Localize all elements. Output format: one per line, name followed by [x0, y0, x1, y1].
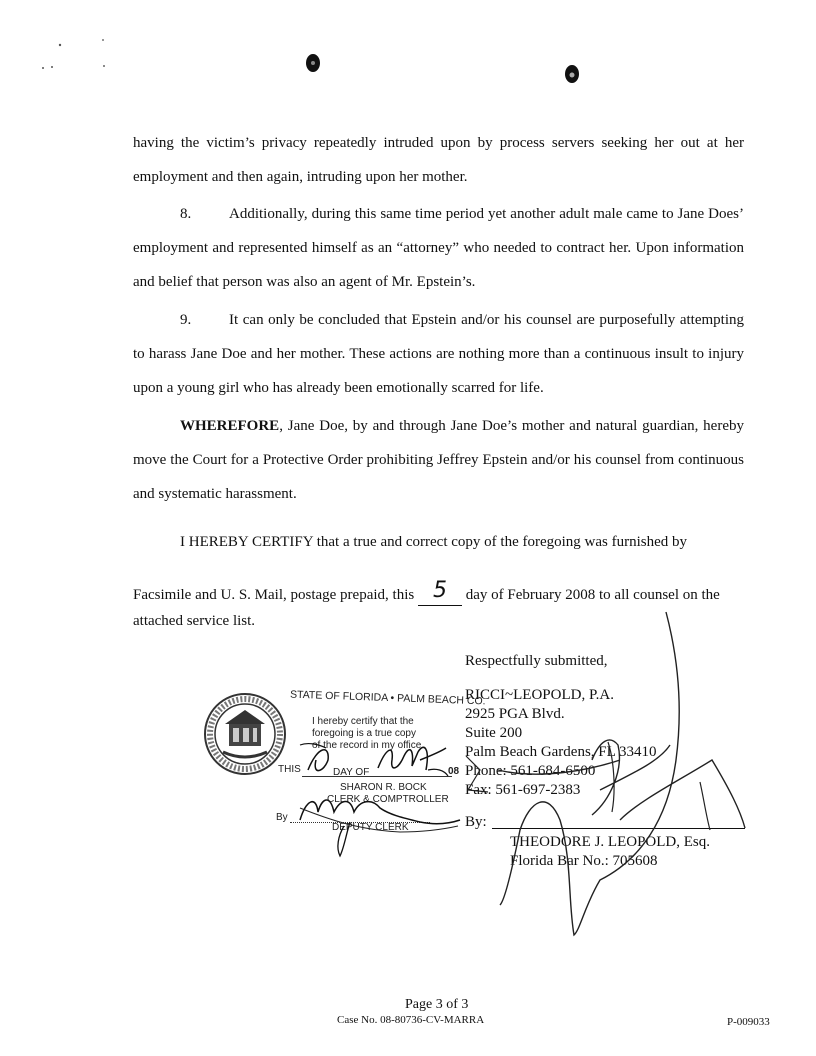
address-line: Suite 200 — [465, 725, 523, 741]
bates-number: P-009033 — [727, 1016, 770, 1028]
address-line: 2925 PGA Blvd. — [465, 706, 565, 722]
phone: Phone: 561-684-6500 — [465, 763, 596, 779]
wherefore-text: , Jane Doe, by and through Jane Doe’s mother and natural guardian, hereby move the Court for a Protective Order prohibiting Jeffrey Epstein and/or his counsel from continuous and systematic harassment. — [133, 418, 744, 502]
clerk-title: CLERK & COMPTROLLER — [327, 794, 449, 805]
stamp-day-of-label: DAY OF — [333, 767, 370, 778]
paragraph-number: 9. — [180, 312, 192, 328]
by-label: By: — [465, 814, 487, 830]
attorney-name: THEODORE J. LEOPOLD, Esq. — [510, 834, 710, 850]
handwritten-day: 5 — [432, 578, 447, 603]
certificate-line-1: I HEREBY CERTIFY that a true and correct copy of the foregoing was furnished by — [180, 534, 688, 550]
address-line: Palm Beach Gardens, FL 33410 — [465, 744, 657, 760]
clerk-name: SHARON R. BOCK — [340, 782, 427, 793]
signature-line — [492, 828, 745, 829]
paragraph-text: It can only be concluded that Epstein and/or his counsel are purposefully attempting to harass Jane Doe and her mother. These actions are nothing more than a continuous insult to injury upon a young girl who has already been emotionally scarred for life. — [133, 312, 744, 396]
hole-punch-icon — [304, 52, 324, 76]
county-seal-icon — [203, 692, 287, 776]
paragraph-number: 8. — [180, 206, 192, 222]
paragraph-continuation: having the victim’s privacy repeatedly intruded upon by process servers seeking her out at her employment and then again, intruding upon her mother. — [133, 135, 744, 185]
stamp-date-line — [302, 776, 452, 777]
paragraph-text: Additionally, during this same time period yet another adult male came to Jane Does’ employment and represented himself as an “attorney” who needed to contract her. Upon information and belief that person was also an agent of Mr. Epstein’s. — [133, 206, 744, 290]
closing: Respectfully submitted, — [465, 653, 608, 669]
certificate-line-3: attached service list. — [133, 613, 256, 629]
wherefore-heading: WHEREFORE — [180, 418, 280, 434]
stamp-certify-line: foregoing is a true copy — [312, 728, 416, 739]
page-number: Page 3 of 3 — [405, 997, 469, 1012]
case-number: Case No. 08-80736-CV-MARRA — [337, 1014, 485, 1026]
stamp-certify-line: of the record in my office. — [312, 740, 425, 751]
firm-name: RICCI~LEOPOLD, P.A. — [465, 687, 614, 703]
bar-number: Florida Bar No.: 705608 — [510, 853, 658, 869]
wherefore-paragraph — [133, 409, 744, 511]
stamp-by-label: By — [276, 812, 288, 823]
deputy-clerk-label: DEPUTY CLERK — [332, 822, 409, 833]
fax: Fax: 561-697-2383 — [465, 782, 581, 798]
stamp-certify-line: I hereby certify that the — [312, 716, 414, 727]
scan-marks — [0, 0, 816, 100]
paragraph-9 — [133, 303, 744, 405]
certificate-text: day of February 2008 to all counsel on the — [461, 587, 720, 603]
stamp-header: STATE OF FLORIDA • PALM BEACH CO. — [289, 688, 486, 708]
certificate-text: Facsimile and U. S. Mail, postage prepaid, this — [133, 587, 418, 603]
certificate-line-2 — [133, 580, 720, 606]
date-blank — [418, 580, 462, 606]
paragraph-8 — [133, 197, 744, 299]
stamp-this-label: THIS — [278, 764, 301, 775]
hole-punch-icon — [563, 63, 583, 87]
stamp-year: 08 — [448, 766, 460, 777]
